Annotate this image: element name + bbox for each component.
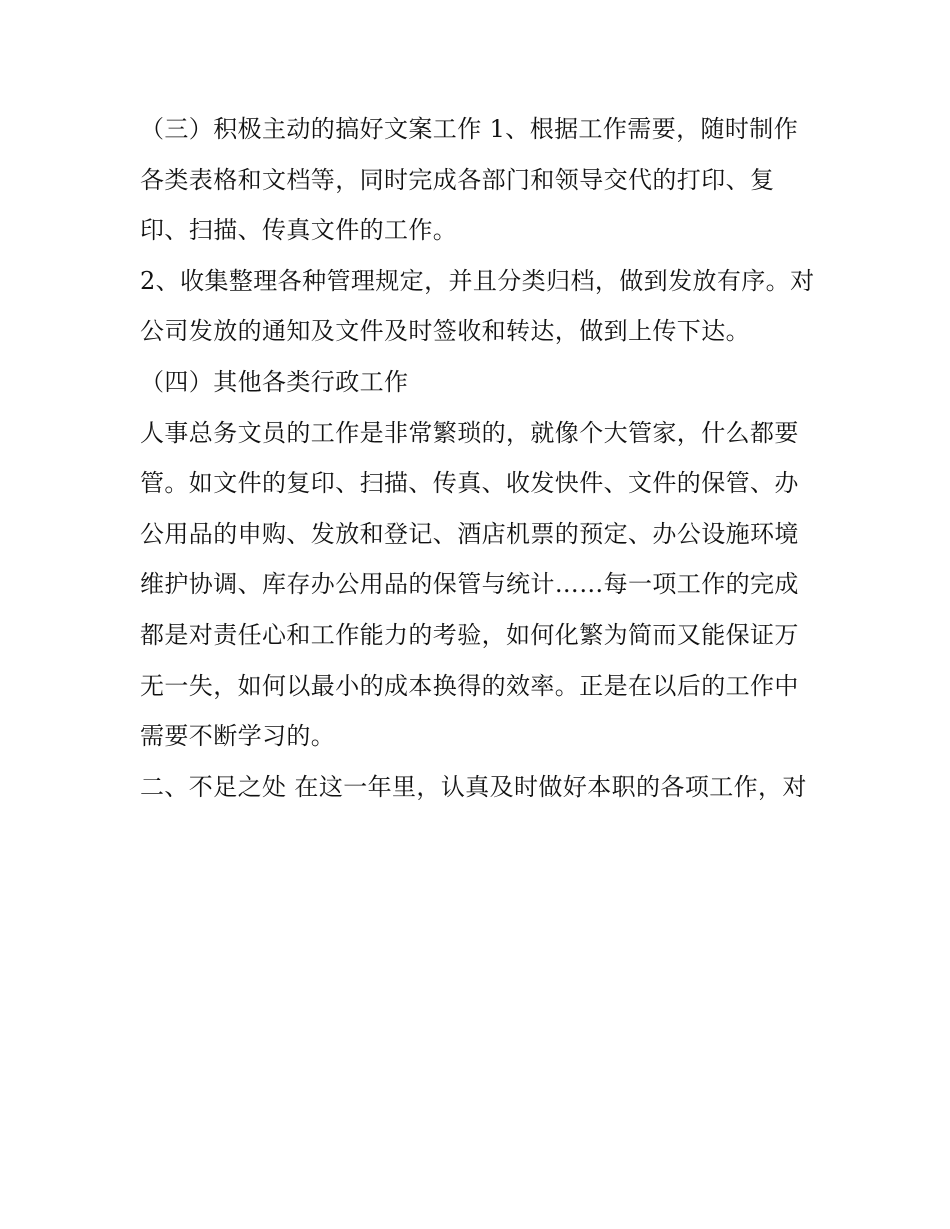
paragraph-copywriting-work: （三）积极主动的搞好文案工作 1、根据工作需要，随时制作各类表格和文档等，同时完成各部门和领导交代的打印、复印、扫描、传真文件的工作。: [140, 115, 799, 245]
paragraph-clerk-duties: 人事总务文员的工作是非常繁琐的，就像个大管家，什么都要管。如文件的复印、扫描、传真、收发快件、文件的保管、办公用品的申购、发放和登记、酒店机票的预定、办公设施环境维护协调、库存办公用品的保管与统计……每一项工作的完成都是对责任心和工作能力的考验，如何化繁为简而又能保证万无一失，如何以最小的成本换得的效率。正是在以后的工作中需要不断学习的。: [140, 418, 799, 751]
paragraph-shortcomings: 二、不足之处 在这一年里，认真及时做好本职的各项工作，对: [140, 772, 807, 801]
document-body: [140, 104, 820, 812]
paragraph-other-admin-heading: （四）其他各类行政工作: [140, 367, 409, 396]
paragraph-file-management: 2、收集整理各种管理规定，并且分类归档，做到发放有序。对公司发放的通知及文件及时签收和转达，做到上传下达。: [140, 266, 815, 346]
